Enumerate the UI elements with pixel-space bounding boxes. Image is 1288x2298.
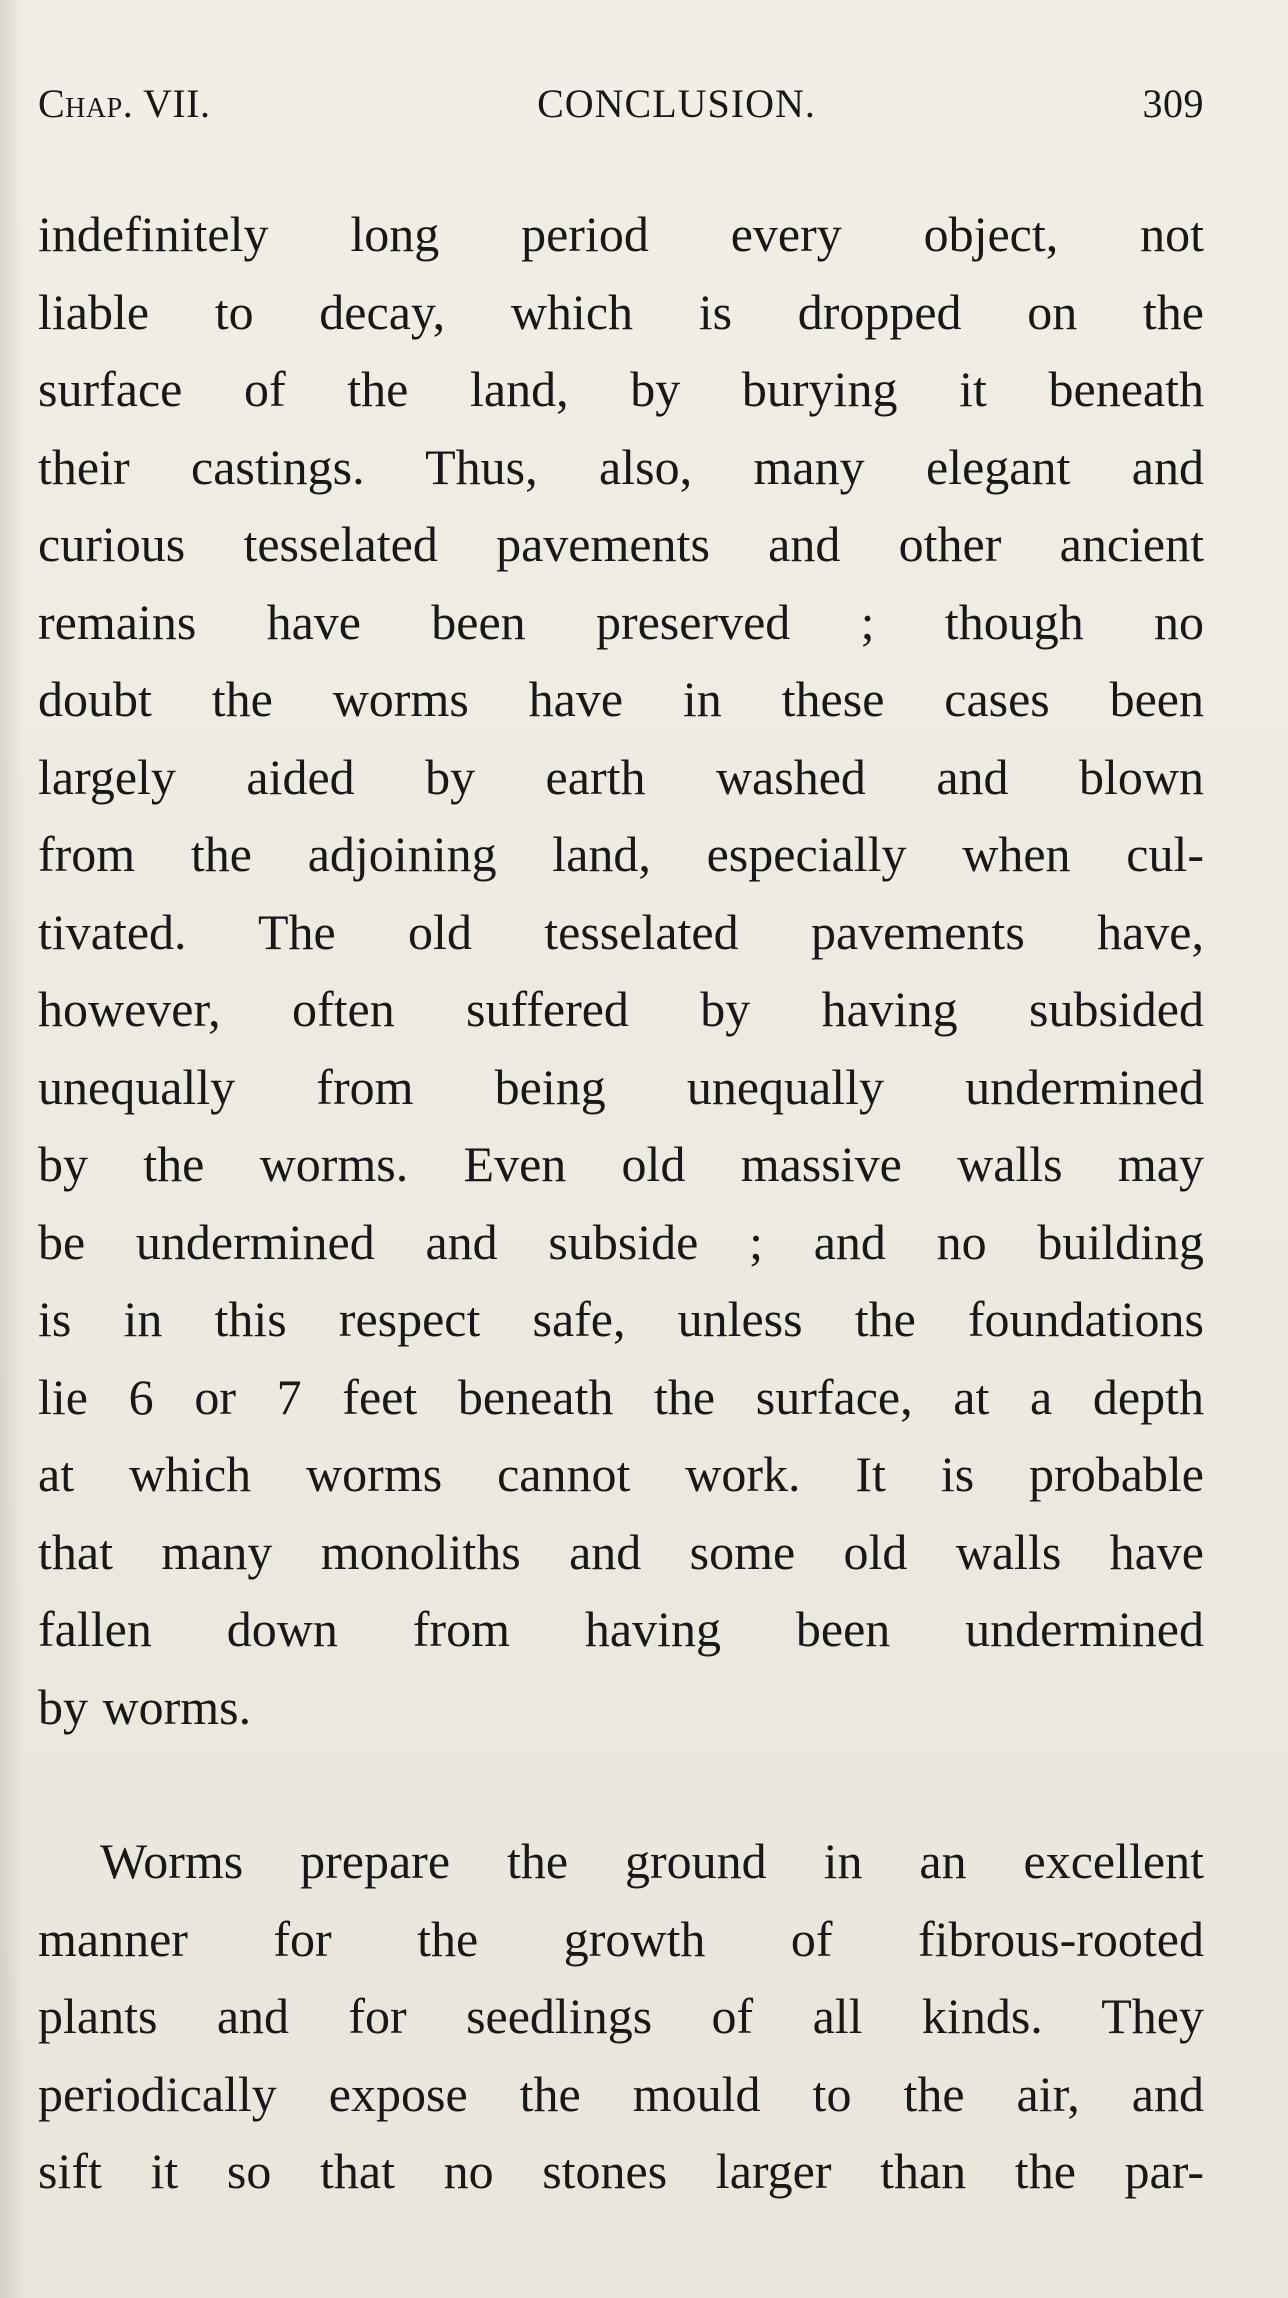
text-line: doubt the worms have in these cases been (38, 671, 1204, 727)
text-line: remains have been preserved ; though no (38, 593, 1204, 650)
text-line: manner for the growth of fibrous-rooted (38, 1910, 1204, 1967)
text-line: at which worms cannot work. It is probable (38, 1446, 1204, 1502)
text-line: periodically expose the mould to the air, and (38, 2065, 1204, 2122)
running-head (38, 80, 1204, 140)
text-line: their castings. Thus, also, many elegant and (38, 438, 1204, 495)
text-line: fallen down from having been undermined (38, 1601, 1204, 1657)
text-line: is in this respect safe, unless the foundations (38, 1291, 1204, 1347)
text-line: however, often suffered by having subsided (38, 981, 1204, 1037)
text-line: liable to decay, which is dropped on the (38, 283, 1204, 340)
chapter-title: CONCLUSION. (537, 81, 816, 126)
text-line: surface of the land, by burying it beneath (38, 361, 1204, 417)
page-number: 309 (1142, 81, 1204, 126)
text-line: by worms. (38, 1678, 252, 1735)
text-line: from the adjoining land, especially when cul- (38, 826, 1204, 882)
text-line: unequally from being unequally undermined (38, 1058, 1204, 1115)
paragraph (38, 196, 1204, 1746)
body-text (38, 196, 1204, 2211)
text-line: sift it so that no stones larger than the par- (38, 2143, 1204, 2199)
text-line: plants and for seedlings of all kinds. They (38, 1988, 1204, 2044)
text-line: largely aided by earth washed and blown (38, 748, 1204, 805)
paragraph (38, 1823, 1204, 2211)
text-line: by the worms. Even old massive walls may (38, 1136, 1204, 1192)
text-line: curious tesselated pavements and other ancient (38, 516, 1204, 572)
chapter-label: Chap. VII. (38, 81, 211, 126)
paragraph-gap (38, 1746, 1204, 1823)
text-line: tivated. The old tesselated pavements have, (38, 903, 1204, 960)
text-line: be undermined and subside ; and no building (38, 1213, 1204, 1270)
text-line: indefinitely long period every object, not (38, 206, 1204, 262)
text-line: that many monoliths and some old walls have (38, 1523, 1204, 1580)
text-line: Worms prepare the ground in an excellent (100, 1833, 1204, 1889)
text-line: lie 6 or 7 feet beneath the surface, at a depth (38, 1368, 1204, 1425)
